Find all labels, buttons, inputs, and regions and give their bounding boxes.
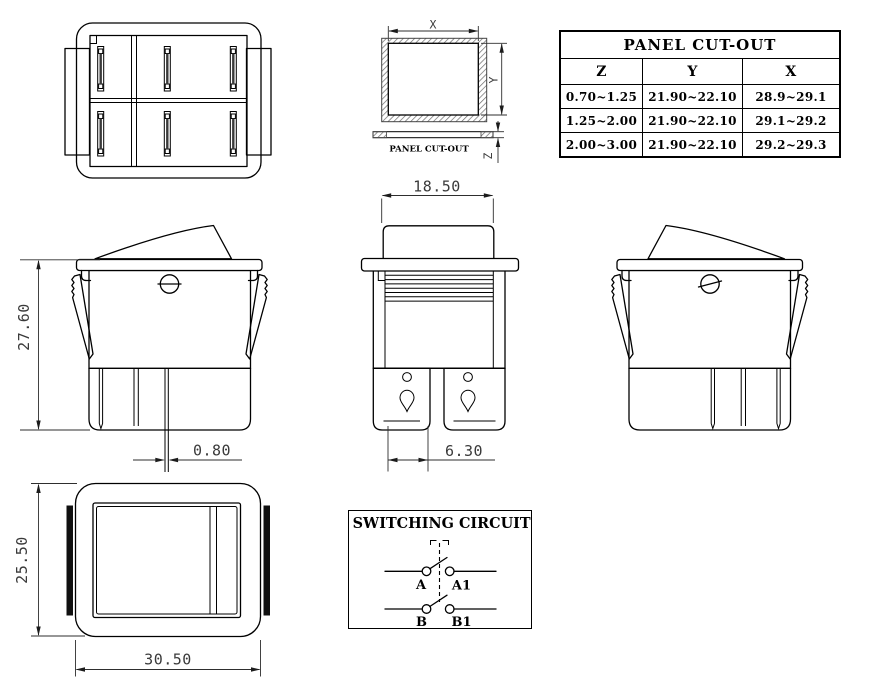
terminal-label-b: B (416, 615, 428, 631)
bezel-flange (362, 259, 519, 272)
dim-label-overall-height: 27.60 (15, 303, 33, 351)
circuit-schematic (347, 509, 531, 631)
side-view-left-drawing (12, 218, 304, 478)
mounting-clip-right (264, 506, 271, 616)
terminal-label-a: A (416, 578, 427, 594)
rocker-actuator (383, 226, 494, 259)
panel-strip-drawing (373, 132, 493, 138)
dimension-actuator-width (382, 178, 494, 224)
dim-label-terminal-width: 6.30 (444, 442, 484, 460)
table-cell: 0.70~1.25 (561, 85, 643, 109)
bezel-flange (77, 260, 263, 271)
contact-a1 (446, 567, 455, 576)
top-view-drawing (12, 470, 297, 686)
table-cell: 21.90~22.10 (643, 133, 743, 156)
switch-top-body (67, 484, 271, 637)
circuit-title: SWITCHING CIRCUIT (352, 514, 531, 532)
table-cell: 29.1~29.2 (743, 109, 839, 133)
front-view-drawing (340, 178, 516, 474)
dimension-overall-height (15, 260, 100, 430)
contact-b1 (446, 605, 455, 614)
rocker-actuator (648, 226, 785, 259)
dim-label-body-depth: 25.50 (13, 536, 31, 584)
switch-front-body (362, 226, 519, 430)
bezel-flange (617, 260, 803, 271)
terminal-label-b1: B1 (451, 615, 472, 631)
dimension-terminal-thickness (133, 442, 242, 463)
side-view-right-drawing (600, 218, 858, 434)
terminal-housing (629, 368, 791, 430)
table-header-x: X (743, 59, 839, 85)
table-cell: 21.90~22.10 (643, 109, 743, 133)
dim-label-actuator-width: 18.50 (413, 177, 461, 196)
switch-side-body (72, 226, 267, 473)
dimension-x (388, 18, 478, 42)
panel-cutout-table (559, 30, 841, 158)
panel-cutout-diagram (368, 15, 516, 170)
table-header-z: Z (561, 59, 643, 85)
switch-blade (430, 596, 447, 607)
switch-blade (430, 558, 447, 569)
switching-circuit-panel (348, 510, 532, 629)
switch-side-body (612, 226, 808, 431)
mounting-clip-left (67, 506, 74, 616)
dimension-body-depth (13, 484, 85, 637)
dimension-body-width (76, 640, 261, 677)
table-cell: 28.9~29.1 (743, 85, 839, 109)
dim-label-body-width: 30.50 (144, 650, 192, 669)
terminal-label-a1: A1 (452, 578, 472, 594)
dim-label-terminal-thickness: 0.80 (192, 441, 232, 460)
pole-b (385, 596, 496, 631)
dimension-terminal-width (388, 426, 495, 472)
table-cell: 21.90~22.10 (643, 85, 743, 109)
cutout-hole-drawing (382, 38, 487, 121)
panel-cutout-caption: PANEL CUT-OUT (389, 144, 469, 155)
dim-label-y: Y (486, 76, 501, 84)
dimension-z (481, 121, 504, 163)
vent-ribs (385, 275, 493, 301)
table-cell: 29.2~29.3 (755, 137, 827, 152)
rear-view-drawing (58, 16, 278, 184)
table-header-y: Y (643, 59, 743, 85)
dim-label-x: X (429, 17, 437, 32)
terminal-housing (89, 368, 251, 430)
table-cell: 2.00~3.00 (561, 133, 643, 156)
table-cell: 1.25~2.00 (561, 109, 643, 133)
dim-label-z: Z (481, 152, 495, 160)
rocker-actuator (95, 226, 232, 259)
table-title: PANEL CUT-OUT (561, 32, 839, 59)
pole-a (385, 558, 496, 594)
